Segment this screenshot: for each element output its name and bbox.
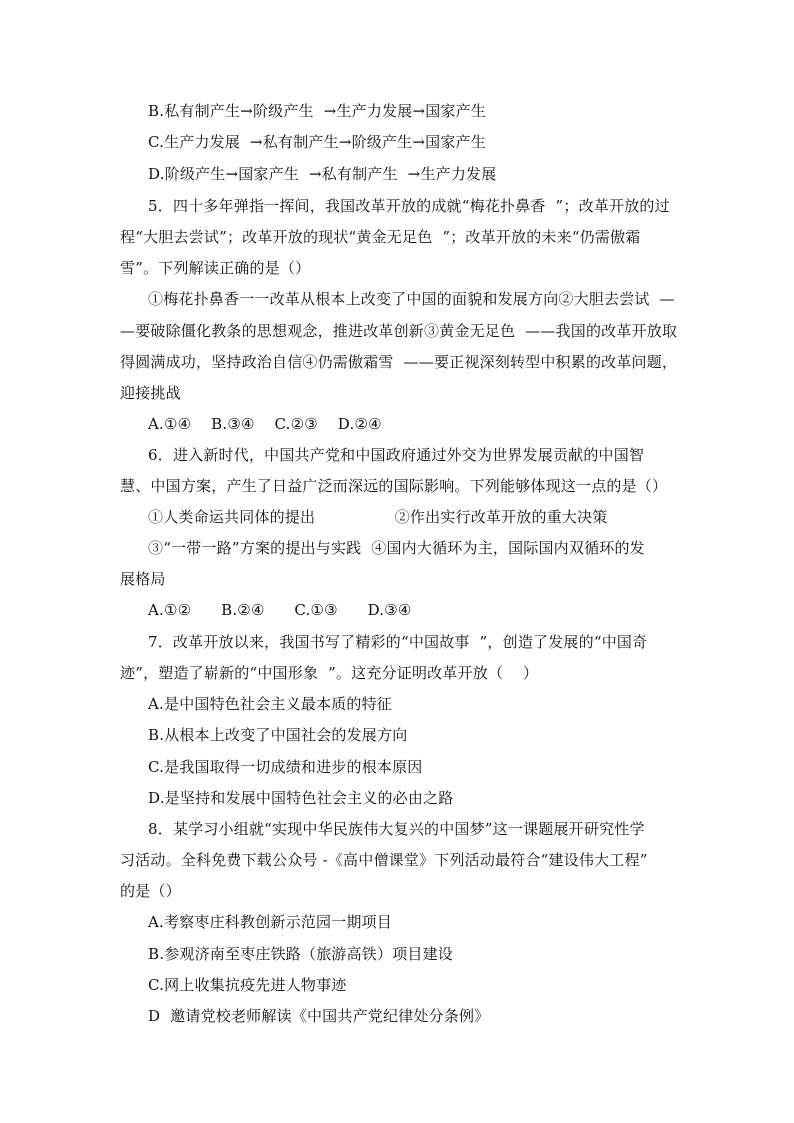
- q5-items-line2: —要破除僵化教条的思想观念，推进改革创新③黄金无足色 ——我国的改革开放取: [120, 322, 678, 340]
- q8-stem-line2: 习活动。全科免费下载公众号 -《高中僧课堂》下列活动最符合“建设伟大工程”: [120, 851, 648, 869]
- q8-option-a: A.考察枣庄科教创新示范园一期项目: [148, 913, 393, 931]
- q8-option-c: C.网上收集抗疫先进人物事迹: [148, 976, 347, 994]
- q4-option-b: B.私有制产生→阶级产生 →生产力发展→国家产生: [148, 102, 487, 120]
- q5-stem-line3: 雪”。下列解读正确的是（）: [120, 259, 311, 277]
- q5-items-line4: 迎接挑战: [120, 384, 181, 402]
- q4-option-c: C.生产力发展 →私有制产生→阶级产生→国家产生: [148, 133, 486, 151]
- q6-stem-line2: 慧、中国方案，产生了日益广泛而深远的国际影响。下列能够体现这一点的是（）: [120, 477, 668, 495]
- q7-option-a: A.是中国特色社会主义最本质的特征: [148, 695, 393, 713]
- q7-stem-line2: 迹”，塑造了崭新的“中国形象 ”。这充分证明改革开放（ ）: [120, 664, 539, 682]
- q5-stem-line1: 5．四十多年弹指一挥间，我国改革开放的成就“梅花扑鼻香 ”；改革开放的过: [148, 197, 670, 215]
- q7-option-c: C.是我国取得一切成绩和进步的根本原因: [148, 758, 423, 776]
- q6-stem-line1: 6．进入新时代，中国共产党和中国政府通过外交为世界发展贡献的中国智: [148, 446, 645, 464]
- q6-items-line3: 展格局: [120, 570, 166, 588]
- q8-stem-line1: 8．某学习小组就“实现中华民族伟大复兴的中国梦”这一课题展开研究性学: [148, 820, 645, 838]
- q7-option-d: D.是坚持和发展中国特色社会主义的必由之路: [148, 789, 454, 807]
- q8-option-b: B.参观济南至枣庄铁路（旅游高铁）项目建设: [148, 945, 453, 963]
- q5-stem-line2: 程“大胆去尝试”；改革开放的现状“黄金无足色 ”；改革开放的未来“仍需傲霜: [120, 228, 641, 246]
- q7-option-b: B.从根本上改变了中国社会的发展方向: [148, 726, 408, 744]
- q4-option-d: D.阶级产生→国家产生 →私有制产生 →生产力发展: [148, 165, 497, 183]
- q5-options: A.①④ B.③④ C.②③ D.②④: [148, 415, 382, 433]
- q5-items-line3: 得圆满成功，坚持政治自信④仍需傲霜雪 ——要正视深刻转型中积累的改革问题，: [120, 353, 678, 371]
- q5-items-line1: ①梅花扑鼻香一一改革从根本上改变了中国的面貌和发展方向②大胆去尝试 —: [148, 290, 675, 308]
- q6-items-line1: ①人类命运共同体的提出 ②作出实行改革开放的重大决策: [148, 508, 608, 526]
- q7-stem-line1: 7．改革开放以来，我国书写了精彩的“中国故事 ”，创造了发展的“中国奇: [148, 633, 648, 651]
- q6-items-line2: ③“一带一路”方案的提出与实践 ④国内大循环为主，国际国内双循环的发: [148, 539, 645, 557]
- q8-stem-line3: 的是（）: [120, 882, 181, 900]
- q8-option-d: D 邀请党校老师解读《中国共产党纪律处分条例》: [148, 1007, 490, 1025]
- q6-options: A.①② B.②④ C.①③ D.③④: [148, 601, 412, 619]
